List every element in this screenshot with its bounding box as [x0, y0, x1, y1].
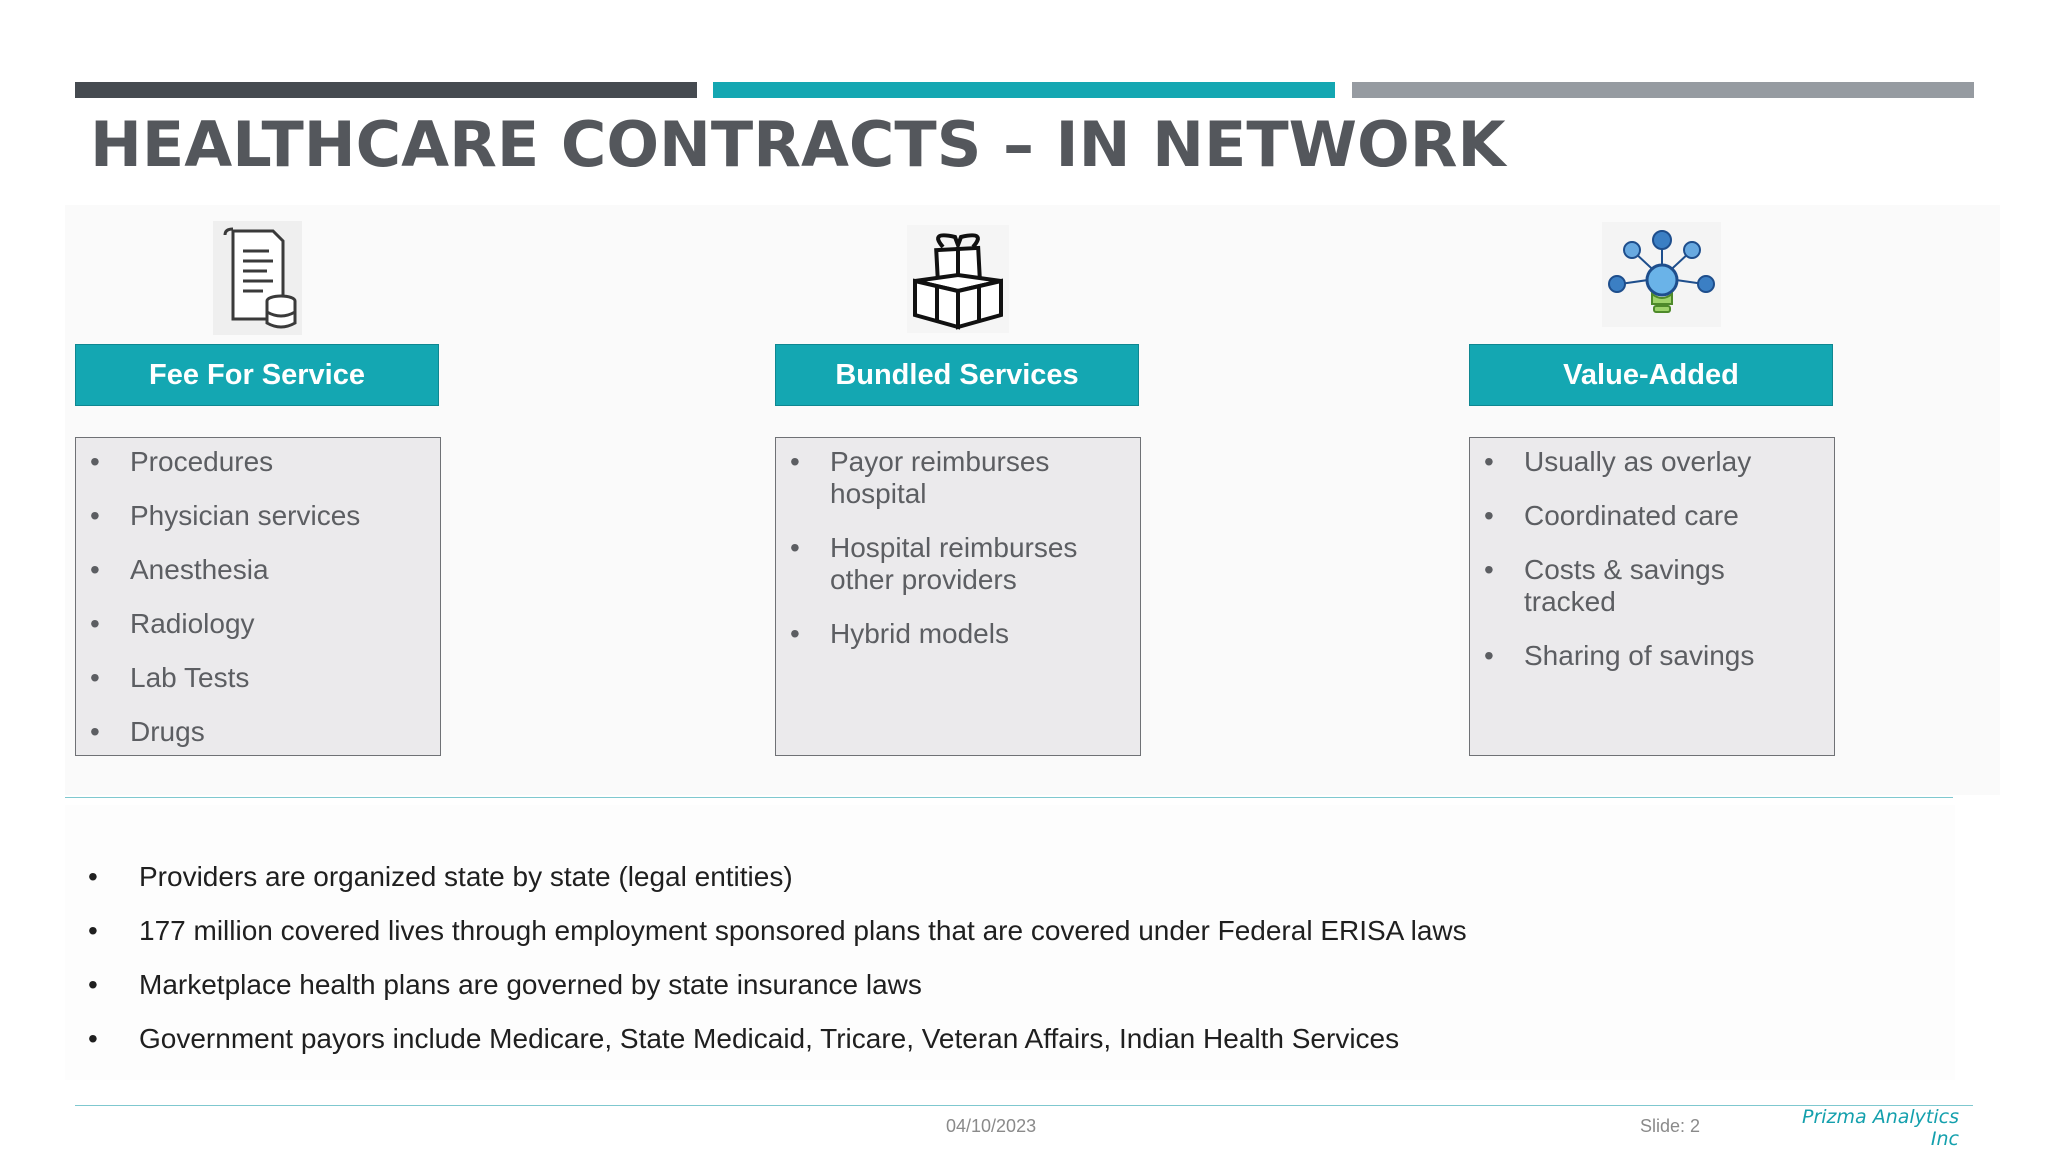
column-header-fee-for-service: Fee For Service	[75, 344, 439, 406]
fee-for-service-list	[75, 437, 441, 756]
lightbulb-network-icon	[1602, 222, 1721, 327]
footer-divider	[75, 1105, 1973, 1106]
note-item: • Providers are organized state by state (legal entities)	[88, 850, 1467, 904]
list-item: • Drugs	[90, 716, 428, 748]
list-item: • Usually as overlay	[1484, 446, 1822, 478]
footer-date: 04/10/2023	[946, 1116, 1037, 1136]
note-item: • 177 million covered lives through employment sponsored plans that are covered under Federal ERISA laws	[88, 904, 1467, 958]
list-item: • Radiology	[90, 608, 428, 640]
list-item: • Hybrid models	[790, 618, 1128, 650]
slide-number: Slide: 2	[1640, 1116, 1701, 1136]
bundled-services-list	[775, 437, 1141, 756]
gift-boxes-icon	[907, 225, 1009, 333]
brand-line-1: Prizma Analytics	[1802, 1106, 1959, 1128]
list-item: • Coordinated care	[1484, 500, 1822, 532]
list-item: • Lab Tests	[90, 662, 428, 694]
column-header-value-added: Value-Added	[1469, 344, 1833, 406]
column-header-bundled-services: Bundled Services	[775, 344, 1139, 406]
list-item: • Physician services	[90, 500, 428, 532]
slide-title: HEALTHCARE CONTRACTS – IN NETWORK	[90, 108, 1506, 181]
value-added-list	[1469, 437, 1835, 756]
header-bar-gray	[1352, 82, 1974, 98]
note-item: • Marketplace health plans are governed by state insurance laws	[88, 958, 1467, 1012]
document-database-icon	[213, 221, 302, 335]
brand-line-2: Inc	[1930, 1128, 1959, 1150]
list-item: • Procedures	[90, 446, 428, 478]
note-item: • Government payors include Medicare, State Medicaid, Tricare, Veteran Affairs, Indian Health Services	[88, 1012, 1467, 1066]
brand-name	[1739, 1106, 1959, 1150]
list-item: • Sharing of savings	[1484, 640, 1822, 672]
section-divider	[65, 797, 1953, 798]
notes-list	[88, 850, 1467, 1066]
list-item: • Costs & savings tracked	[1484, 554, 1822, 618]
list-item: • Payor reimburses hospital	[790, 446, 1128, 510]
header-bar-teal	[713, 82, 1335, 98]
list-item: • Anesthesia	[90, 554, 428, 586]
header-bar-dark	[75, 82, 697, 98]
list-item: • Hospital reimburses other providers	[790, 532, 1128, 596]
